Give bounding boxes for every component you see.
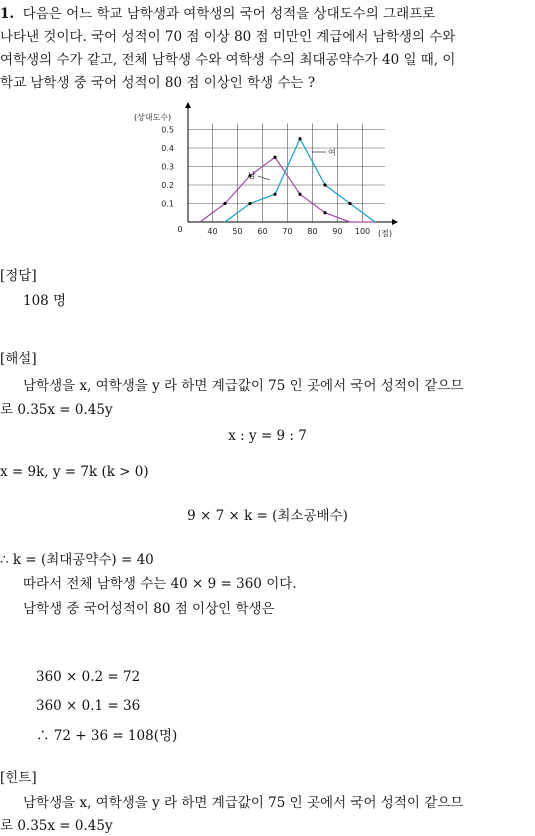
data-point — [348, 202, 351, 205]
hint-line-2: 로 0.35x = 0.45y — [0, 818, 113, 834]
answer-value: 108 명 — [23, 293, 67, 309]
x-tick-label: 90 — [332, 227, 343, 236]
problem-text-4: 학교 남학생 중 국어 성적이 80 점 이상인 학생 수는 ? — [0, 75, 316, 91]
data-point — [273, 156, 276, 159]
problem-number: 1. — [0, 6, 15, 22]
x-axis-label: (점) — [378, 229, 392, 238]
y-tick-label: 0.4 — [161, 144, 174, 153]
explanation-line-1: 남학생을 x, 여학생을 y 라 하면 계급값이 75 인 곳에서 국어 성적이 같으므 — [23, 378, 464, 394]
explanation-calc-1: 360 × 0.2 = 72 — [36, 669, 141, 685]
explanation-result: ∴ 72 + 36 = 108(명) — [36, 728, 178, 744]
x-tick-label: 80 — [307, 227, 318, 236]
series-label-female: 여 — [328, 148, 336, 157]
y-tick-label: 0.3 — [161, 162, 174, 172]
explanation-ratio: x : y = 9 : 7 — [228, 428, 307, 444]
problem-text-2: 나타낸 것이다. 국어 성적이 70 점 이상 80 점 미만인 계급에서 남학생의 수와 — [0, 29, 456, 45]
data-point — [273, 193, 276, 196]
x-tick-label: 70 — [282, 227, 293, 236]
problem-text-3: 여학생의 수가 같고, 전체 남학생 수와 여학생 수의 최대공약수가 40 일 때, 이 — [0, 52, 456, 68]
data-point — [323, 183, 326, 186]
answer-header: [정답] — [0, 268, 37, 284]
problem-line-1 — [0, 4, 435, 24]
y-tick-label: 0.5 — [161, 125, 174, 135]
x-tick-label: 50 — [232, 227, 243, 236]
explanation-calc-2: 360 × 0.1 = 36 — [36, 698, 141, 714]
explanation-line-2: 로 0.35x = 0.45y — [0, 402, 113, 418]
y-tick-label: 0.1 — [161, 199, 174, 209]
chart-axes — [185, 102, 398, 225]
x-tick-label: 100 — [354, 227, 371, 236]
x-tick-label: 40 — [207, 227, 218, 236]
data-point — [248, 202, 251, 205]
label-leader-male — [258, 176, 270, 180]
hint-line-1: 남학생을 x, 여학생을 y 라 하면 계급값이 75 인 곳에서 국어 성적이 같으므 — [23, 795, 464, 811]
explanation-condition: 남학생 중 국어성적이 80 점 이상인 학생은 — [23, 601, 275, 617]
series-line-female — [225, 139, 375, 222]
data-point — [223, 202, 226, 205]
x-tick-label: 0 — [177, 225, 183, 234]
y-tick-label: 0.2 — [161, 181, 174, 190]
explanation-total: 따라서 전체 남학생 수는 40 × 9 = 360 이다. — [23, 576, 297, 592]
data-point — [298, 193, 301, 196]
x-axis-arrow — [392, 219, 398, 225]
explanation-header: [해설] — [0, 351, 37, 367]
y-axis-label: (상대도수) — [134, 113, 172, 122]
problem-text-1: 다음은 어느 학교 남학생과 여학생의 국어 성적을 상대도수의 그래프로 — [22, 6, 436, 22]
relative-frequency-chart — [130, 100, 400, 240]
x-tick-label: 60 — [257, 227, 268, 236]
series-label-male: 남 — [248, 171, 256, 180]
explanation-substitution: x = 9k, y = 7k (k > 0) — [0, 464, 149, 480]
data-point — [298, 137, 301, 140]
explanation-gcd: ∴ k = (최대공약수) = 40 — [0, 552, 154, 568]
data-point — [323, 211, 326, 214]
y-axis-arrow — [185, 102, 191, 108]
explanation-lcm: 9 × 7 × k = (최소공배수) — [187, 508, 348, 524]
hint-header: [힌트] — [0, 770, 37, 786]
chart-ticks — [161, 126, 370, 237]
